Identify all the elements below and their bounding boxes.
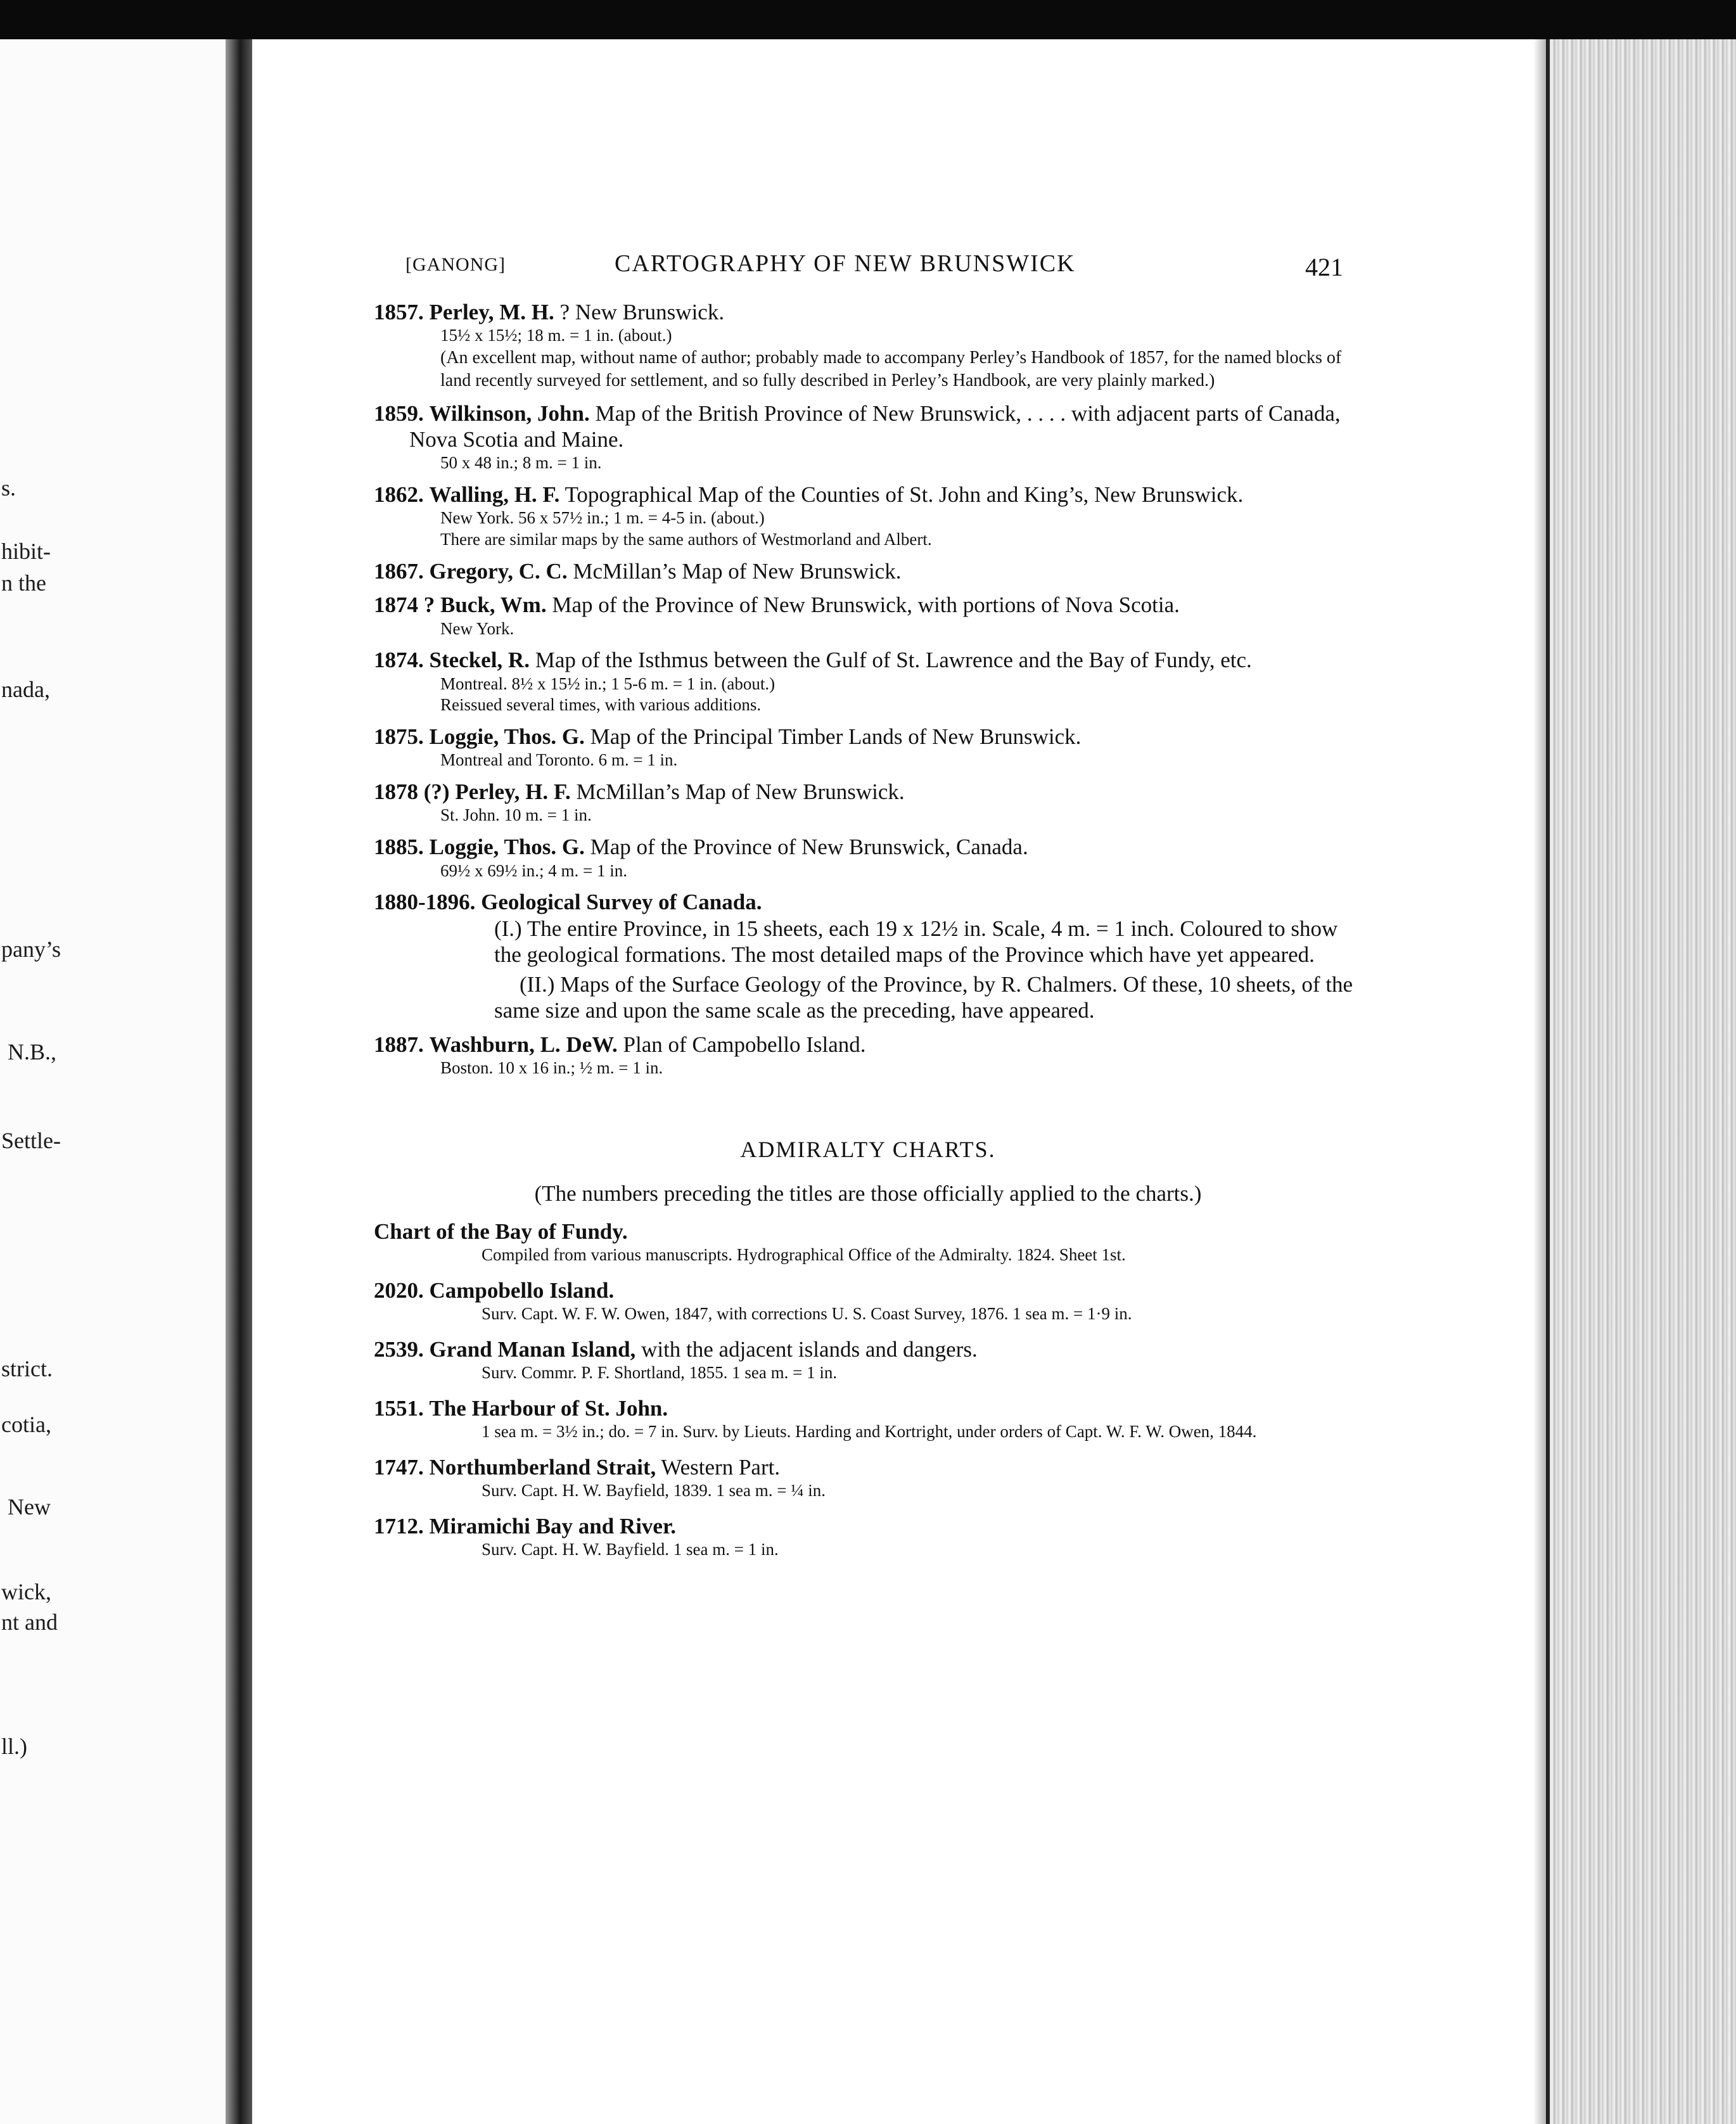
left-page-fragment: N.B., bbox=[8, 1039, 57, 1065]
entry-detail: St. John. 10 m. = 1 in. bbox=[440, 805, 592, 825]
entry-heading bbox=[374, 1219, 1362, 1244]
entry-heading bbox=[374, 834, 1362, 860]
entry-title: Map of the Isthmus between the Gulf of St. Lawrence and the Bay of Fundy, etc. bbox=[535, 648, 1252, 673]
entry-author: Steckel, R. bbox=[429, 648, 530, 673]
entry-detail: New York. 56 x 57½ in.; 1 m. = 4-5 in. (about.) bbox=[440, 508, 765, 528]
survey-paragraph-1: (I.) The entire Province, in 15 sheets, each 19 x 12½ in. Scale, 4 m. = 1 inch. Coloured to show the geological formations. The most detailed maps of the Province which have yet appeared. bbox=[494, 916, 1338, 967]
running-head-left: [GANONG] bbox=[405, 254, 506, 275]
entry-title: Topographical Map of the Counties of St. John and King’s, New Brunswick. bbox=[565, 482, 1244, 508]
map-entry bbox=[374, 779, 1362, 826]
running-title: CARTOGRAPHY OF NEW BRUNSWICK bbox=[615, 250, 1076, 277]
map-entry bbox=[374, 482, 1362, 551]
left-page bbox=[0, 39, 228, 2124]
entry-heading bbox=[374, 482, 1362, 508]
entry-heading bbox=[374, 889, 1362, 915]
entry-heading bbox=[374, 779, 1362, 805]
entry-title: Map of the British Province of New Brunswick, . . . . with adjacent parts of Canada, Nova Scotia and Maine. bbox=[409, 400, 1341, 452]
entry-detail: 69½ x 69½ in.; 4 m. = 1 in. bbox=[440, 860, 627, 880]
entry-author: Washburn, L. DeW. bbox=[429, 1032, 618, 1057]
left-page-fragment: ll.) bbox=[1, 1734, 27, 1759]
entry-heading bbox=[374, 592, 1362, 618]
left-page-fragment: s. bbox=[1, 475, 16, 501]
left-page-fragment: n the bbox=[1, 570, 46, 596]
entry-title: McMillan’s Map of New Brunswick. bbox=[573, 558, 902, 584]
entry-heading bbox=[374, 400, 1362, 453]
entry-year: 1867. bbox=[374, 558, 424, 584]
entry-detail: There are similar maps by the same authors of Westmorland and Albert. bbox=[440, 530, 932, 549]
entry-heading bbox=[374, 647, 1362, 673]
chart-number: 1712. bbox=[374, 1513, 424, 1539]
entry-heading bbox=[374, 299, 1362, 325]
chart-entry bbox=[374, 1277, 1362, 1325]
map-entry bbox=[374, 647, 1362, 716]
map-entry bbox=[374, 592, 1362, 639]
entry-detail: 15½ x 15½; 18 m. = 1 in. (about.) bbox=[440, 326, 672, 345]
entry-year: 1885. bbox=[374, 835, 424, 860]
entry-author: Loggie, Thos. G. bbox=[429, 724, 585, 750]
chart-entry bbox=[374, 1219, 1362, 1266]
chart-name: The Harbour of St. John. bbox=[429, 1395, 668, 1421]
left-page-fragment: New bbox=[8, 1494, 51, 1519]
map-entry bbox=[374, 834, 1362, 881]
chart-title-rest: Western Part. bbox=[661, 1454, 781, 1480]
chart-entry bbox=[374, 1513, 1362, 1561]
entry-author: Wilkinson, John. bbox=[429, 400, 590, 426]
chart-name: Chart of the Bay of Fundy. bbox=[374, 1219, 628, 1244]
page-edges bbox=[1546, 39, 1736, 2124]
running-header bbox=[374, 247, 1362, 291]
left-page-fragment: cotia, bbox=[1, 1412, 51, 1437]
chart-number: 2020. bbox=[374, 1277, 424, 1303]
entry-year: 1878 (?) bbox=[374, 779, 450, 805]
entry-heading bbox=[374, 558, 1362, 584]
chart-name: Miramichi Bay and River. bbox=[429, 1513, 677, 1539]
chart-detail: 1 sea m. = 3½ in.; do. = 7 in. Surv. by Lieuts. Harding and Kortright, under orders of Capt. W. F. W. Owen, 1844. bbox=[482, 1421, 1257, 1441]
entry-year: 1857. bbox=[374, 300, 424, 324]
entry-heading bbox=[374, 724, 1362, 750]
entry-author: Geological Survey of Canada. bbox=[481, 890, 762, 915]
entry-author: Perley, M. H. bbox=[429, 300, 554, 324]
left-page-fragment: nada, bbox=[1, 677, 50, 702]
entry-heading bbox=[374, 1513, 1362, 1539]
entry-year: 1862. bbox=[374, 482, 424, 508]
entry-1887 bbox=[374, 1032, 1362, 1079]
chart-detail: Surv. Capt. H. W. Bayfield. 1 sea m. = 1 in. bbox=[482, 1540, 779, 1559]
chart-detail: Compiled from various manuscripts. Hydrographical Office of the Admiralty. 1824. Sheet 1st. bbox=[482, 1244, 1126, 1264]
entry-detail: 50 x 48 in.; 8 m. = 1 in. bbox=[440, 453, 602, 473]
entry-heading bbox=[374, 1277, 1362, 1303]
entry-year: 1875. bbox=[374, 724, 424, 750]
left-page-fragment: strict. bbox=[1, 1356, 53, 1381]
entry-year: 1874 ? bbox=[374, 592, 435, 618]
entry-heading bbox=[374, 1395, 1362, 1421]
chart-entry bbox=[374, 1395, 1362, 1443]
entry-detail: Reissued several times, with various additions. bbox=[440, 695, 762, 715]
chart-name: Grand Manan Island, bbox=[429, 1336, 636, 1362]
entry-author: Perley, H. F. bbox=[455, 779, 571, 805]
chart-number: 1747. bbox=[374, 1454, 424, 1480]
map-entry bbox=[374, 400, 1362, 474]
entry-title: Map of the Principal Timber Lands of New Brunswick. bbox=[590, 724, 1082, 750]
entry-detail: Montreal and Toronto. 6 m. = 1 in. bbox=[440, 750, 678, 770]
map-entry bbox=[374, 724, 1362, 771]
entry-title: Plan of Campobello Island. bbox=[623, 1032, 866, 1057]
entry-detail: Montreal. 8½ x 15½ in.; 1 5-6 m. = 1 in. (about.) bbox=[440, 674, 775, 693]
entry-author: Buck, Wm. bbox=[440, 592, 547, 618]
chart-entry bbox=[374, 1336, 1362, 1384]
left-page-fragment: wick, bbox=[1, 1579, 51, 1604]
entry-author: Loggie, Thos. G. bbox=[429, 835, 585, 860]
left-page-fragment: nt and bbox=[1, 1609, 58, 1635]
chart-name: Northumberland Strait, bbox=[429, 1454, 656, 1480]
page-content bbox=[374, 247, 1362, 1561]
scan-top-border bbox=[0, 0, 1736, 39]
chart-detail: Surv. Capt. H. W. Bayfield, 1839. 1 sea m. = ¼ in. bbox=[482, 1481, 826, 1500]
map-entry bbox=[374, 299, 1362, 393]
entry-title: ? New Brunswick. bbox=[559, 300, 725, 324]
left-page-fragment: pany’s bbox=[1, 937, 61, 962]
entry-year: 1859. bbox=[374, 400, 424, 426]
survey-paragraph-2: (II.) Maps of the Surface Geology of the Province, by R. Chalmers. Of these, 10 sheets, of the same size and upon the same scale as the preceding, have appeared. bbox=[494, 972, 1353, 1023]
admiralty-note: (The numbers preceding the titles are those officially applied to the charts.) bbox=[534, 1181, 1202, 1206]
entry-detail: Boston. 10 x 16 in.; ½ m. = 1 in. bbox=[440, 1058, 663, 1078]
admiralty-heading: ADMIRALTY CHARTS. bbox=[740, 1136, 996, 1162]
chart-detail: Surv. Capt. W. F. W. Owen, 1847, with corrections U. S. Coast Survey, 1876. 1 sea m. = 1·9 in. bbox=[482, 1303, 1132, 1323]
entry-heading bbox=[374, 1454, 1362, 1480]
map-entry bbox=[374, 558, 1362, 584]
entry-geological-survey bbox=[374, 889, 1362, 1023]
chart-title-rest: with the adjacent islands and dangers. bbox=[641, 1336, 978, 1362]
book-gutter bbox=[226, 39, 252, 2124]
entry-title: Map of the Province of New Brunswick, Canada. bbox=[590, 835, 1028, 860]
entry-year: 1887. bbox=[374, 1032, 424, 1057]
map-entries bbox=[374, 299, 1362, 881]
entry-title: Map of the Province of New Brunswick, with portions of Nova Scotia. bbox=[552, 592, 1180, 618]
left-page-fragment: hibit- bbox=[1, 539, 51, 564]
chart-number: 2539. bbox=[374, 1336, 424, 1362]
entry-author: Walling, H. F. bbox=[429, 482, 560, 508]
entry-title: McMillan’s Map of New Brunswick. bbox=[576, 779, 905, 805]
entry-heading bbox=[374, 1336, 1362, 1362]
entry-author: Gregory, C. C. bbox=[429, 558, 568, 584]
admiralty-charts bbox=[374, 1219, 1362, 1561]
entry-detail: New York. bbox=[440, 618, 514, 638]
entry-note: (An excellent map, without name of author; probably made to accompany Perley’s Handbook of 1857, for the named blocks of land recently surveyed for settlement, and so fully described in Perley’s Handbook, are very plainly marked.) bbox=[440, 348, 1342, 391]
chart-number: 1551. bbox=[374, 1395, 424, 1421]
chart-name: Campobello Island. bbox=[429, 1277, 615, 1303]
chart-detail: Surv. Commr. P. F. Shortland, 1855. 1 sea m. = 1 in. bbox=[482, 1362, 838, 1382]
chart-entry bbox=[374, 1454, 1362, 1502]
page-number: 421 bbox=[1305, 253, 1343, 281]
entry-heading bbox=[374, 1032, 1362, 1058]
entry-year: 1874. bbox=[374, 648, 424, 673]
left-page-fragment: Settle- bbox=[1, 1128, 61, 1153]
entry-year: 1880-1896. bbox=[374, 890, 476, 915]
